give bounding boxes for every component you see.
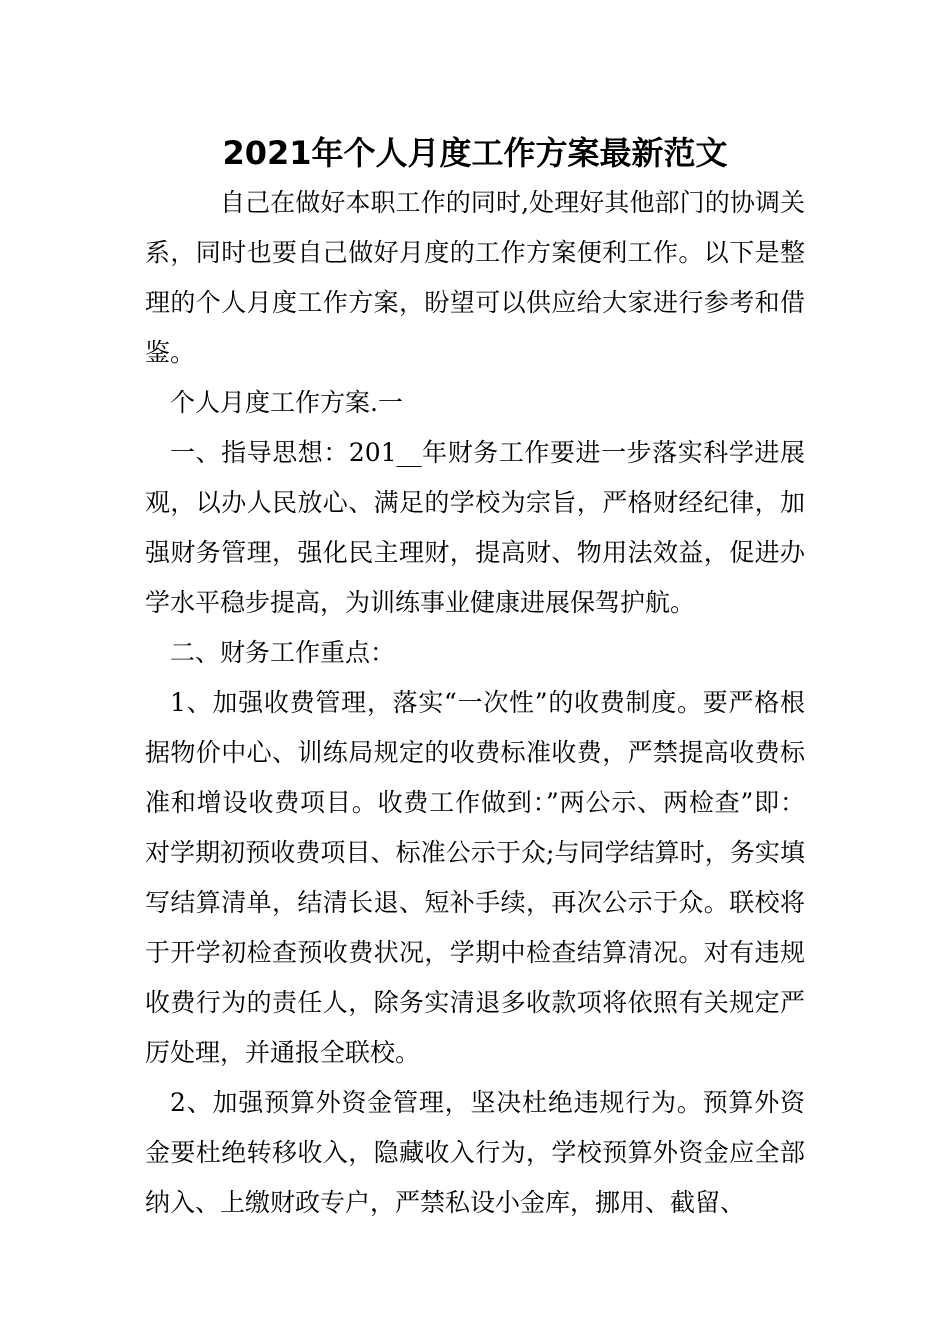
guiding-ideology-paragraph: 一、指导思想：201__年财务工作要进一步落实科学进展观，以办人民放心、满足的学校为宗旨，严格财经纪律，加强财务管理，强化民主理财，提高财、物用法效益，促进办学水平稳步提高，为训练事业健康进展保驾护航。: [145, 438, 805, 617]
document-title: 2021年个人月度工作方案最新范文: [222, 134, 728, 172]
fee-management-paragraph: 1、加强收费管理，落实“一次性”的收费制度。要严格根据物价中心、训练局规定的收费标准收费，严禁提高收费标准和增设收费项目。收费工作做到：”两公示、两检查”即：对学期初预收费项目、标准公示于众;与同学结算时，务实填写结算清单，结清长退、短补手续，再次公示于众。联校将于开学初检查预收费状况，学期中检查结算清况。对有违规收费行为的责任人，除务实清退多收款项将依照有关规定严厉处理，并通报全联校。: [145, 688, 805, 1067]
section-heading-plan-one: 个人月度工作方案.一: [170, 388, 403, 417]
finance-focus-heading: 二、财务工作重点：: [170, 638, 396, 667]
intro-paragraph: 自己在做好本职工作的同时,处理好其他部门的协调关系，同时也要自己做好月度的工作方案便利工作。以下是整理的个人月度工作方案，盼望可以供应给大家进行参考和借鉴。: [145, 188, 805, 367]
extra-budget-paragraph: 2、加强预算外资金管理，坚决杜绝违规行为。预算外资金要杜绝转移收入，隐藏收入行为，学校预算外资金应全部纳入、上缴财政专户，严禁私设小金库，挪用、截留、: [145, 1088, 805, 1217]
document-body: [145, 178, 805, 1228]
